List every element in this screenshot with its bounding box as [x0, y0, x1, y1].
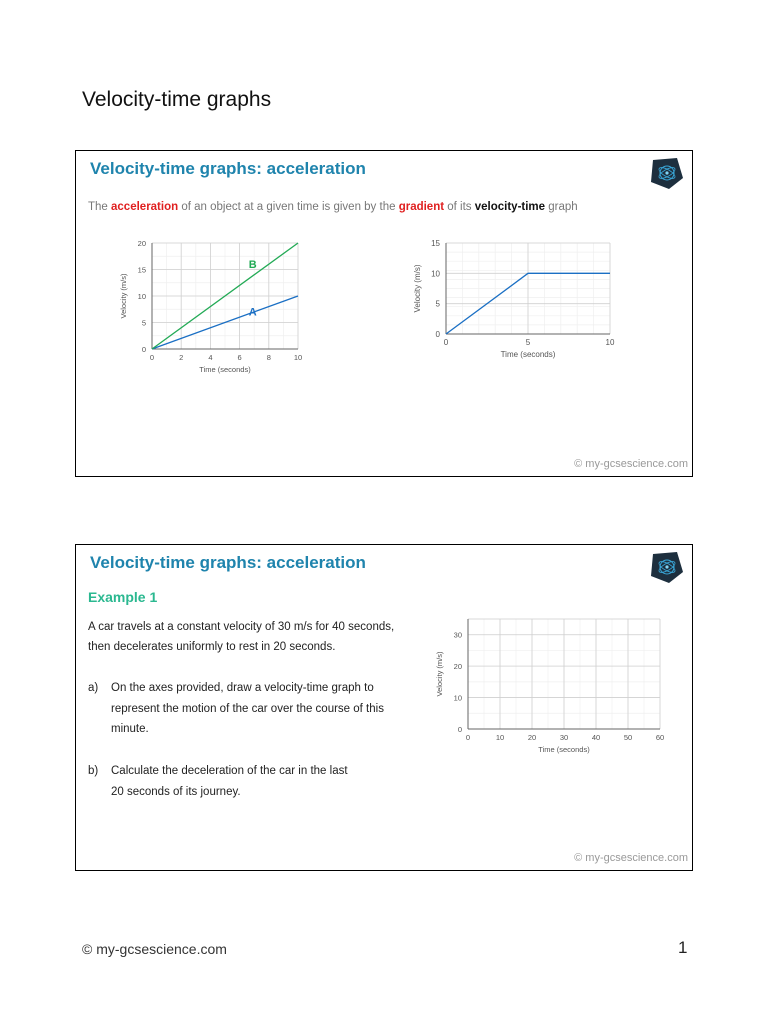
x-tick-label: 0 [149, 353, 155, 362]
question-text: Calculate the deceleration of the car in the last 20 seconds of its journey. [111, 765, 348, 798]
x-tick-label: 10 [605, 338, 615, 347]
slide-title: Velocity-time graphs: acceleration [90, 159, 366, 178]
x-tick-label: 4 [208, 353, 213, 362]
velocity-time-chart-plateau [410, 233, 630, 368]
watermark: © my-gcsescience.com [574, 458, 688, 470]
series-label: A [248, 306, 257, 319]
x-tick-label: 10 [495, 733, 505, 742]
page-title: Velocity-time graphs [82, 88, 272, 111]
x-tick-label: 10 [293, 353, 303, 362]
x-tick-label: 40 [591, 733, 601, 742]
x-tick-label: 0 [465, 733, 471, 742]
page-number: 1 [678, 938, 688, 957]
x-axis-label: Time (seconds) [500, 350, 556, 359]
y-axis-label: Velocity (m/s) [435, 651, 444, 697]
x-tick-label: 6 [237, 353, 242, 362]
y-tick-label: 10 [431, 269, 440, 279]
velocity-time-chart-ab [114, 233, 314, 383]
atom-logo-icon [647, 156, 685, 190]
x-tick-label: 0 [443, 338, 449, 347]
x-tick-label: 50 [623, 733, 633, 742]
y-tick-label: 15 [137, 265, 146, 275]
watermark: © my-gcsescience.com [574, 852, 688, 864]
y-tick-label: 30 [453, 630, 462, 640]
y-axis-label: Velocity (m/s) [119, 273, 128, 319]
y-tick-label: 0 [141, 345, 146, 354]
slide-acceleration-intro [75, 150, 693, 477]
y-tick-label: 0 [435, 330, 440, 339]
y-tick-label: 10 [137, 292, 146, 301]
question-text: On the axes provided, draw a velocity-time graph to represent the motion of the car over the course of this minute. [111, 682, 384, 735]
problem-text-line-2: then decelerates uniformly to rest in 20 seconds. [88, 641, 336, 653]
slide-example-1 [75, 544, 693, 871]
atom-logo-icon [647, 550, 685, 584]
x-axis-label: Time (seconds) [538, 745, 590, 754]
x-tick-label: 30 [559, 733, 569, 742]
example-heading: Example 1 [88, 589, 158, 605]
x-tick-label: 5 [525, 338, 531, 347]
y-tick-label: 20 [137, 239, 146, 248]
x-tick-label: 20 [527, 733, 537, 742]
x-axis-label: Time (seconds) [199, 365, 251, 374]
blank-velocity-time-axes[interactable] [434, 613, 674, 763]
y-tick-label: 5 [435, 299, 440, 309]
x-tick-label: 60 [655, 733, 665, 742]
y-axis-label: Velocity (m/s) [413, 264, 422, 313]
y-tick-label: 15 [431, 239, 440, 248]
y-tick-label: 0 [457, 725, 462, 734]
problem-text-line-1: A car travels at a constant velocity of 30 m/s for 40 seconds, [88, 621, 395, 633]
footer-copyright: © my-gcsescience.com [82, 941, 227, 957]
slide-title: Velocity-time graphs: acceleration [90, 553, 366, 572]
y-tick-label: 10 [453, 693, 462, 703]
x-tick-label: 2 [179, 353, 184, 362]
intro-text: The acceleration of an object at a given time is given by the gradient of its velocity-time graph [88, 201, 578, 213]
question-label: b) [88, 765, 99, 777]
question-label: a) [88, 682, 99, 694]
y-tick-label: 5 [141, 318, 146, 328]
x-tick-label: 8 [266, 353, 271, 362]
series-label: B [248, 258, 257, 271]
y-tick-label: 20 [453, 662, 462, 672]
